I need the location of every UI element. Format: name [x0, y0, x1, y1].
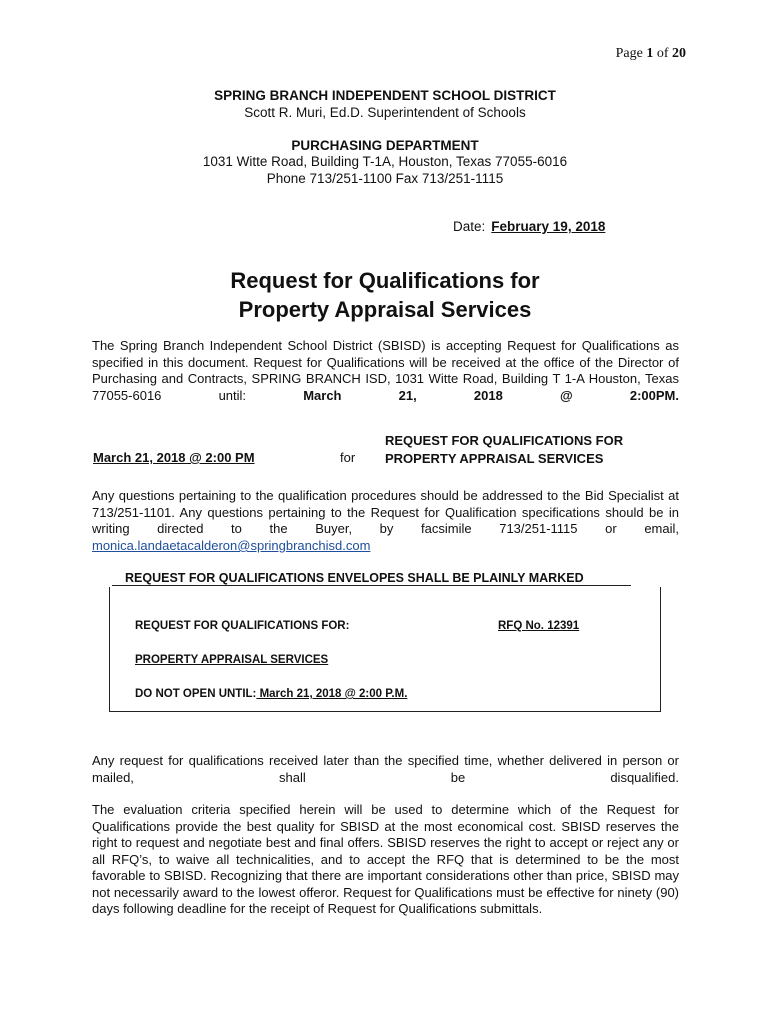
evaluation-paragraph: The evaluation criteria specified herein will be used to determine which of the Request for Qualifications provide the best quality for SBISD at the most economical cost. SBISD reserves the right to request and negotiate best and final offers. SBISD reserves the right to accept or reject any or all RFQ’s, to waive all technicalities, and to accept the RFQ that is determined to be the most favorable to SBISD. Recognizing that there are important considerations other than price, SBISD may not necessarily award to the lowest offeror. Request for Qualifications must be effective for ninety (90) days following deadline for the receipt of Request for Qualifications submittals. [92, 802, 679, 916]
department: PURCHASING DEPARTMENT [291, 138, 479, 153]
intro-deadline: March 21, 2018 @ 2:00PM. [303, 387, 679, 403]
buyer-email-link[interactable]: monica.landaetacalderon@springbranchisd.com [92, 538, 371, 553]
envelope-rfq-label: REQUEST FOR QUALIFICATIONS FOR: [135, 620, 350, 632]
envelope-service: PROPERTY APPRAISAL SERVICES [135, 654, 329, 666]
date-value: February 19, 2018 [491, 219, 606, 234]
document-title: Request for Qualifications for Property Appraisal Services [230, 268, 540, 322]
page-number: Page 1 of 20 [615, 46, 686, 61]
schedule-rfq-title: REQUEST FOR QUALIFICATIONS FOR PROPERTY APPRAISAL SERVICES [385, 433, 624, 466]
intro-paragraph: The Spring Branch Independent School District (SBISD) is accepting Request for Qualifications as specified in this document. Request for Qualifications will be received at the office of the Director of Purchasing and Contracts, SPRING BRANCH ISD, 1031 Witte Road, Building T 1-A Houston, Texas 77055-6016 until: March 21, 2018 @ 2:00PM. [92, 338, 679, 403]
envelope-rfq-number: RFQ No. 12391 [498, 620, 580, 632]
address: 1031 Witte Road, Building T-1A, Houston, Texas 77055-6016 [202, 154, 568, 169]
schedule-for: for [340, 450, 356, 465]
envelope-open-line: DO NOT OPEN UNTIL: March 21, 2018 @ 2:00 P.M. [135, 688, 408, 700]
email-line [92, 538, 370, 553]
superintendent: Scott R. Muri, Ed.D. Superintendent of Schools [244, 105, 526, 120]
envelope-heading-rule [112, 585, 631, 586]
district-name: SPRING BRANCH INDEPENDENT SCHOOL DISTRICT [214, 88, 556, 103]
phone-fax: Phone 713/251-1100 Fax 713/251-1115 [266, 171, 504, 186]
schedule-deadline: March 21, 2018 @ 2:00 PM [93, 450, 255, 465]
envelope-heading: REQUEST FOR QUALIFICATIONS ENVELOPES SHALL BE PLAINLY MARKED [125, 571, 584, 585]
late-notice-paragraph: Any request for qualifications received later than the specified time, whether delivered in person or mailed, shall be disqualified. [92, 753, 679, 785]
date-line: Date: February 19, 2018 [453, 219, 606, 234]
questions-paragraph: Any questions pertaining to the qualification procedures should be addressed to the Bid Specialist at 713/251-1101. Any questions pertaining to the Request for Qualification specifications should be in writing directed to the Buyer, by facsimile 713/251-1115 or email, [92, 488, 679, 536]
